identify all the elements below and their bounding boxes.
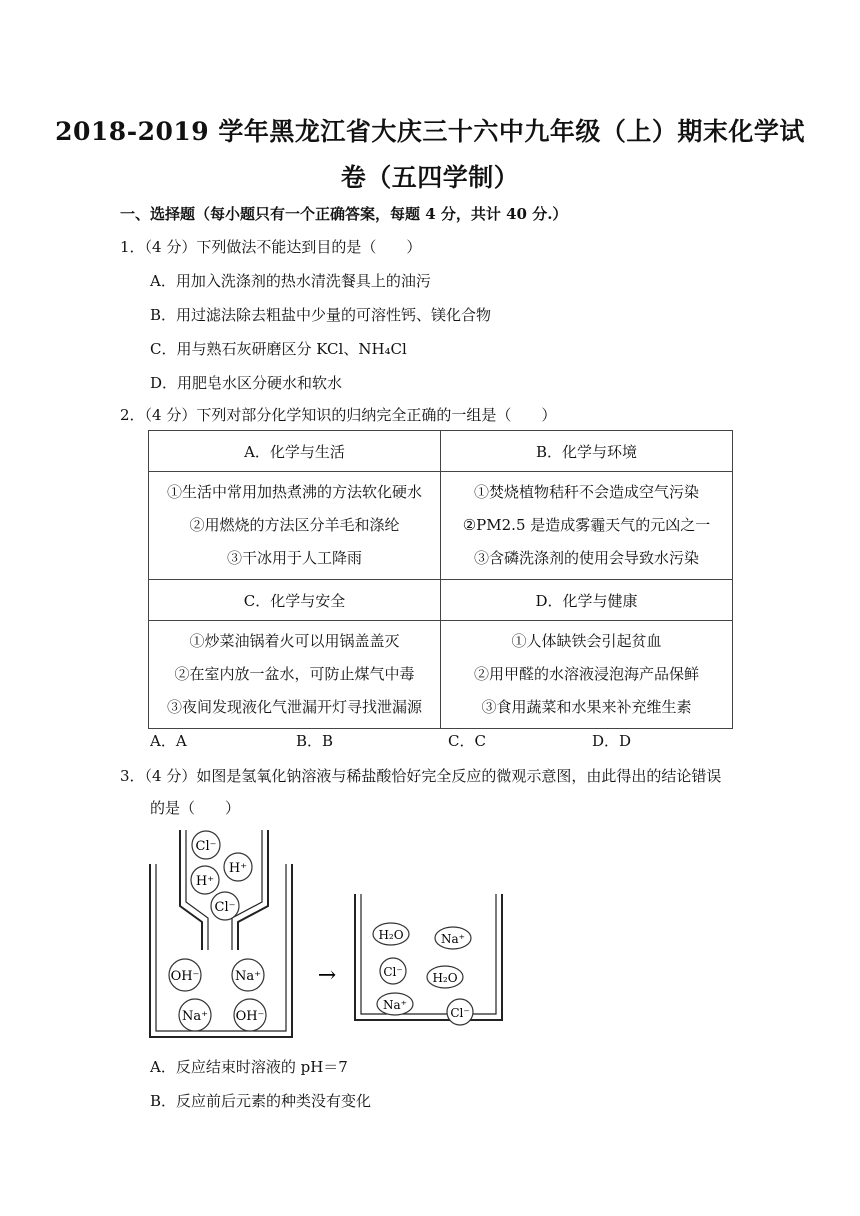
section-heading: 一、选择题（每小题只有一个正确答案，每题 4 分，共计 40 分.）: [120, 205, 568, 223]
q2-c-item-3: ③夜间发现液化气泄漏开灯寻找泄漏源: [166, 698, 422, 716]
q2-a-item-1: ①生活中常用加热煮沸的方法软化硬水: [166, 483, 422, 501]
svg-text:Na⁺: Na⁺: [383, 998, 407, 1012]
q1-option-c: C．用与熟石灰研磨区分 KCl、NH₄Cl: [150, 340, 407, 358]
ion-cl-minus: [380, 958, 406, 984]
svg-text:Na⁺: Na⁺: [182, 1009, 208, 1024]
ion-oh-minus: [234, 999, 266, 1031]
reaction-arrow: →: [317, 963, 337, 988]
q2-c-item-2: ②在室内放一盆水，可防止煤气中毒: [174, 665, 415, 683]
svg-text:OH⁻: OH⁻: [170, 969, 200, 984]
molecule-h2o: [427, 966, 463, 988]
q2-stem: 2．（4 分）下列对部分化学知识的归纳完全正确的一组是（ ）: [120, 406, 557, 424]
q2-d-item-2: ②用甲醛的水溶液浸泡海产品保鲜: [473, 665, 699, 683]
q2-table-b-head: B．化学与环境: [441, 431, 733, 472]
left-beaker-inner: [156, 864, 286, 1031]
ion-cl-minus: [211, 892, 239, 920]
ion-cl-minus: [192, 831, 220, 859]
right-beaker-inner: [361, 894, 496, 1014]
q2-b-item-2: ②PM2.5 是造成雾霾天气的元凶之一: [462, 516, 711, 534]
svg-text:H₂O: H₂O: [378, 928, 404, 942]
q2-a-item-3: ③干冰用于人工降雨: [226, 549, 362, 567]
ion-na-plus: [377, 993, 413, 1015]
q3-stem-line2: 的是（ ）: [150, 799, 241, 817]
q2-table-c-body: [149, 621, 441, 729]
svg-text:Cl⁻: Cl⁻: [450, 1006, 470, 1020]
q1-option-b: B．用过滤法除去粗盐中少量的可溶性钙、镁化合物: [150, 306, 492, 324]
q2-d-item-1: ①人体缺铁会引起贫血: [511, 632, 662, 650]
svg-text:Na⁺: Na⁺: [441, 932, 465, 946]
q3-option-b: B．反应前后元素的种类没有变化: [150, 1092, 372, 1110]
q3-option-a: A．反应结束时溶液的 pH＝7: [150, 1058, 348, 1076]
q2-table-a-head: A．化学与生活: [149, 431, 441, 472]
exam-title-line2: 卷（五四学制）: [340, 163, 520, 192]
svg-text:Cl⁻: Cl⁻: [383, 965, 403, 979]
q2-a-item-2: ②用燃烧的方法区分羊毛和涤纶: [189, 516, 400, 534]
q2-choice-b: B．B: [296, 732, 334, 750]
ion-h-plus: [191, 866, 219, 894]
q2-table-a-body: [149, 472, 441, 580]
ion-na-plus: [435, 927, 471, 949]
q1-option-d: D．用肥皂水区分硬水和软水: [150, 374, 343, 392]
svg-text:H₂O: H₂O: [432, 971, 458, 985]
q2-d-item-3: ③食用蔬菜和水果来补充维生素: [481, 698, 692, 716]
q2-choice-a: A．A: [150, 732, 187, 750]
funnel-right-wall: [238, 830, 268, 950]
svg-text:Cl⁻: Cl⁻: [214, 900, 236, 915]
q1-stem: 1．（4 分）下列做法不能达到目的是（ ）: [120, 238, 422, 256]
q2-table-d-head: D．化学与健康: [441, 580, 733, 621]
exam-title-line1: 2018-2019 学年黑龙江省大庆三十六中九年级（上）期末化学试: [55, 117, 805, 146]
svg-text:H⁺: H⁺: [195, 874, 215, 889]
q2-table-c-head: C．化学与安全: [149, 580, 441, 621]
left-beaker: [150, 864, 292, 1037]
q2-choice-c: C．C: [448, 732, 486, 750]
q2-c-item-1: ①炒菜油锅着火可以用锅盖盖灭: [189, 632, 400, 650]
ion-h-plus: [224, 853, 252, 881]
q2-choices: [150, 730, 750, 750]
svg-text:Cl⁻: Cl⁻: [195, 839, 217, 854]
funnel-right-wall-inner: [232, 830, 262, 950]
q2-table-d-body: [441, 621, 733, 729]
q3-stem-line1: 3．（4 分）如图是氢氧化钠溶液与稀盐酸恰好完全反应的微观示意图，由此得出的结论错误: [120, 767, 722, 785]
ion-cl-minus: [447, 999, 473, 1025]
svg-text:OH⁻: OH⁻: [235, 1009, 265, 1024]
q2-table-b-body: [441, 472, 733, 580]
q2-choice-d: D．D: [592, 732, 632, 750]
ion-na-plus: [179, 999, 211, 1031]
molecule-h2o: [373, 923, 409, 945]
svg-text:Na⁺: Na⁺: [235, 969, 261, 984]
ion-oh-minus: [169, 959, 201, 991]
q2-b-item-3: ③含磷洗涤剂的使用会导致水污染: [473, 549, 699, 567]
q2-table: [148, 430, 733, 729]
q1-option-a: A．用加入洗涤剂的热水清洗餐具上的油污: [150, 272, 431, 290]
svg-text:H⁺: H⁺: [228, 861, 248, 876]
ion-na-plus: [232, 959, 264, 991]
q3-reaction-diagram: [140, 822, 520, 1044]
q2-b-item-1: ①焚烧植物秸秆不会造成空气污染: [473, 483, 699, 501]
